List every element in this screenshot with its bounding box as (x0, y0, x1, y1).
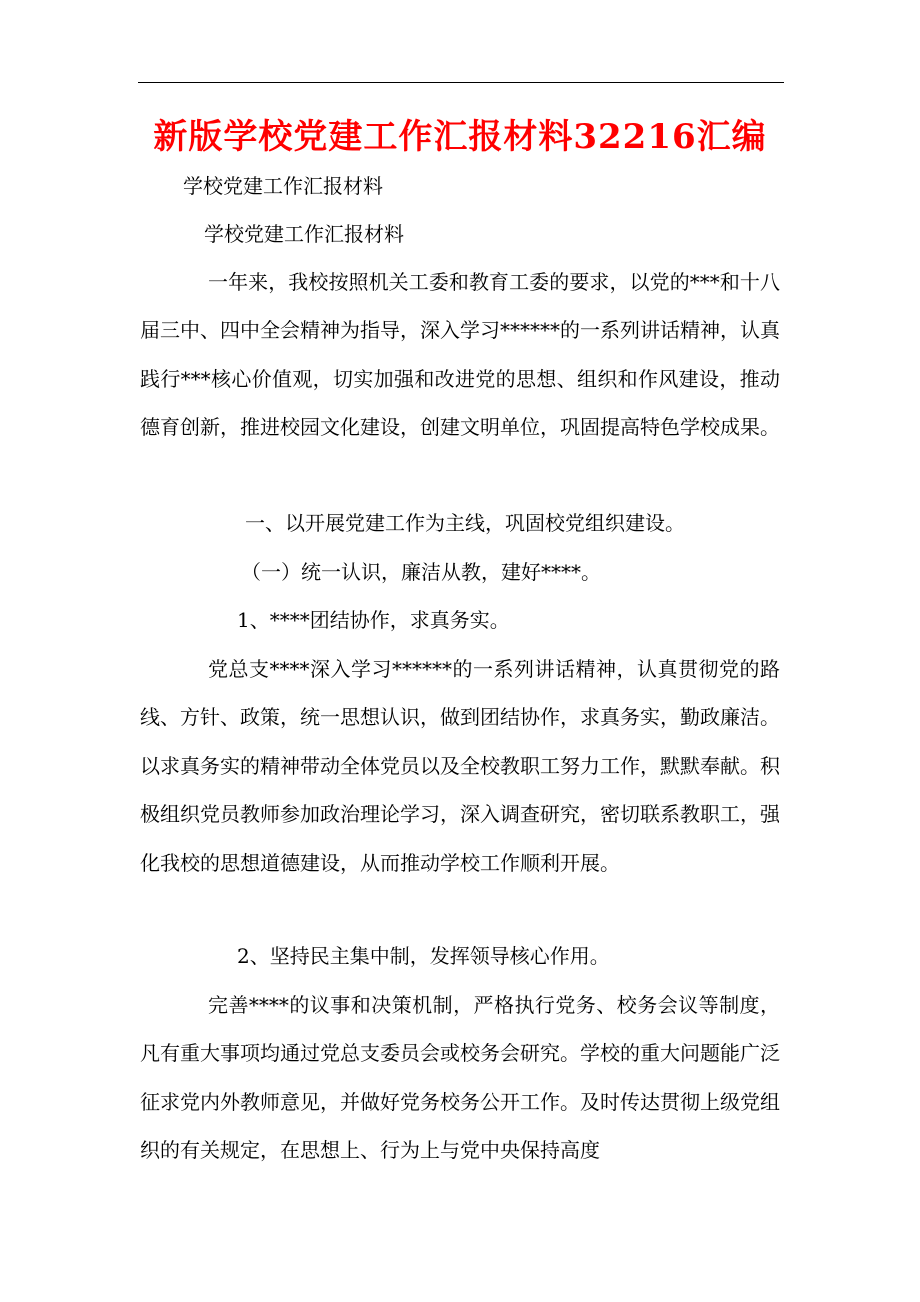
intro-paragraph: 一年来，我校按照机关工委和教育工委的要求，以党的***和十八届三中、四中全会精神为指导，深入学习******的一系列讲话精神，认真践行***核心价值观，切实加强和改进党的思想、组织和作风建设，推动德育创新，推进校园文化建设，创建文明单位，巩固提高特色学校成果。 (140, 270, 780, 440)
subtitle-primary: 学校党建工作汇报材料 (183, 174, 383, 198)
item2-heading: 2、坚持民主集中制，发挥领导核心作用。 (237, 944, 610, 968)
subsection-heading: （一）统一认识，廉洁从教，建好****。 (241, 560, 601, 584)
item2-paragraph: 完善****的议事和决策机制，严格执行党务、校务会议等制度，凡有重大事项均通过党总支委员会或校务会研究。学校的重大问题能广泛征求党内外教师意见，并做好党务校务公开工作。及时传达贯彻上级党组织的有关规定，在思想上、行为上与党中央保持高度 (140, 993, 780, 1163)
document-title: 新版学校党建工作汇报材料32216汇编 (153, 117, 767, 157)
section-heading: 一、以开展党建工作为主线，巩固校党组织建设。 (245, 511, 685, 535)
header-rule (138, 82, 784, 83)
subtitle-secondary: 学校党建工作汇报材料 (204, 222, 404, 246)
item1-paragraph: 党总支****深入学习******的一系列讲话精神，认真贯彻党的路线、方针、政策，统一思想认识，做到团结协作，求真务实，勤政廉洁。以求真务实的精神带动全体党员以及全校教职工努力工作，默默奉献。积极组织党员教师参加政治理论学习，深入调查研究，密切联系教职工，强化我校的思想道德建设，从而推动学校工作顺利开展。 (140, 657, 780, 875)
item1-heading: 1、****团结协作，求真务实。 (237, 608, 510, 632)
